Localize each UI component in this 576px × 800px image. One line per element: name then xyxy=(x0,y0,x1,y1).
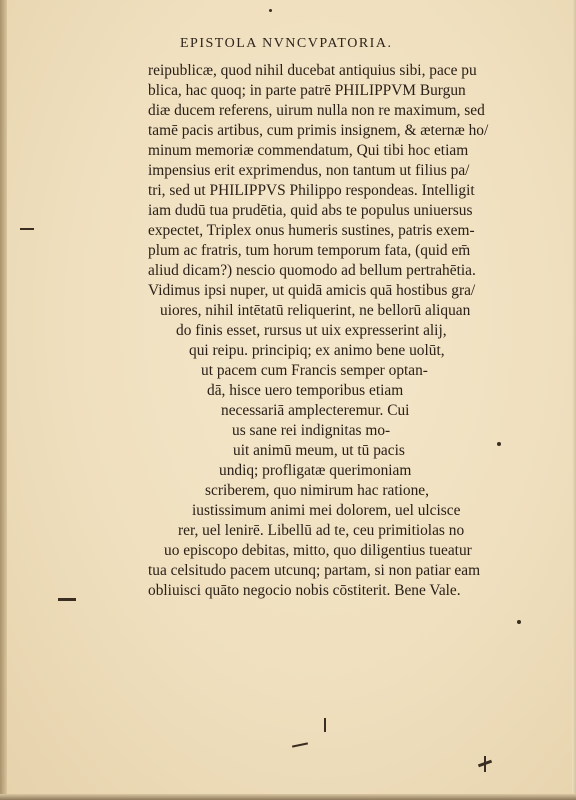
text-line: tri, sed ut PHILIPPVS Philippo respondeas. Intelligit xyxy=(148,182,475,199)
text-line: uo episcopo debitas, mitto, quo diligentius tueatur xyxy=(164,542,472,559)
margin-mark xyxy=(20,228,34,230)
text-line: dā, hisce uero temporibus etiam xyxy=(207,382,404,399)
text-line: obliuisci quāto negocio nobis cōstiterit. Bene Vale. xyxy=(148,582,461,599)
page-bottom-edge xyxy=(0,794,576,800)
text-line: tua celsitudo pacem utcunq; partam, si non patiar eam xyxy=(148,562,481,579)
text-line: qui reipu. principiq; ex animo bene uolūt, xyxy=(189,342,445,359)
ink-stroke xyxy=(324,718,326,732)
ink-speck xyxy=(517,620,521,624)
page-left-edge xyxy=(0,0,7,800)
ink-speck xyxy=(269,9,272,12)
text-line: iam dudū tua prudētia, quid abs te populus uniuersus xyxy=(148,202,473,219)
text-line: scriberem, quo nimirum hac ratione, xyxy=(205,482,429,499)
text-line: us sane rei indignitas mo- xyxy=(232,422,391,439)
text-line: undiq; profligatæ querimoniam xyxy=(219,462,412,479)
text-line: plum ac fratris, tum horum temporum fata, (quid em̄ xyxy=(148,242,471,259)
text-line: aliud dicam?) nescio quomodo ad bellum pertrahētia. xyxy=(148,262,476,279)
text-line: Vidimus ipsi nuper, ut quidā amicis quā hostibus gra/ xyxy=(148,282,476,299)
text-line: ut pacem cum Francis semper optan- xyxy=(201,362,428,379)
page-right-edge xyxy=(572,0,576,800)
text-line: blica, hac quoq; in parte patrē PHILIPPVM Burgun xyxy=(148,82,466,99)
running-header: EPISTOLA NVNCVPATORIA. xyxy=(180,36,393,51)
margin-mark xyxy=(58,598,76,601)
text-line: diæ ducem referens, uirum nulla non re maximum, sed xyxy=(148,102,485,119)
text-line: rer, uel lenirē. Libellū ad te, ceu primitiolas no xyxy=(178,522,465,539)
text-line: minum memoriæ commendatum, Qui tibi hoc etiam xyxy=(148,142,469,159)
text-line: necessariā amplecteremur. Cui xyxy=(221,402,410,419)
ink-stroke xyxy=(292,742,308,747)
text-line: reipublicæ, quod nihil ducebat antiquius sibi, pace pu xyxy=(148,62,477,79)
text-line: expectet, Triplex onus humeris sustines, patris exem- xyxy=(148,222,475,239)
text-line: iustissimum animi mei dolorem, uel ulcisce xyxy=(192,502,461,519)
ink-stroke xyxy=(484,756,486,772)
text-line: tamē pacis artibus, cum primis insignem, & æternæ ho/ xyxy=(148,122,489,139)
text-line: uit animū meum, ut tū pacis xyxy=(233,442,405,459)
ink-speck xyxy=(497,442,501,446)
text-line: impensius erit exprimendus, non tantum ut filius pa/ xyxy=(148,162,470,179)
text-line: uiores, nihil intētatū reliquerint, ne bellorū aliquan xyxy=(160,302,471,319)
text-line: do finis esset, rursus ut uix expresserint alij, xyxy=(176,322,447,339)
